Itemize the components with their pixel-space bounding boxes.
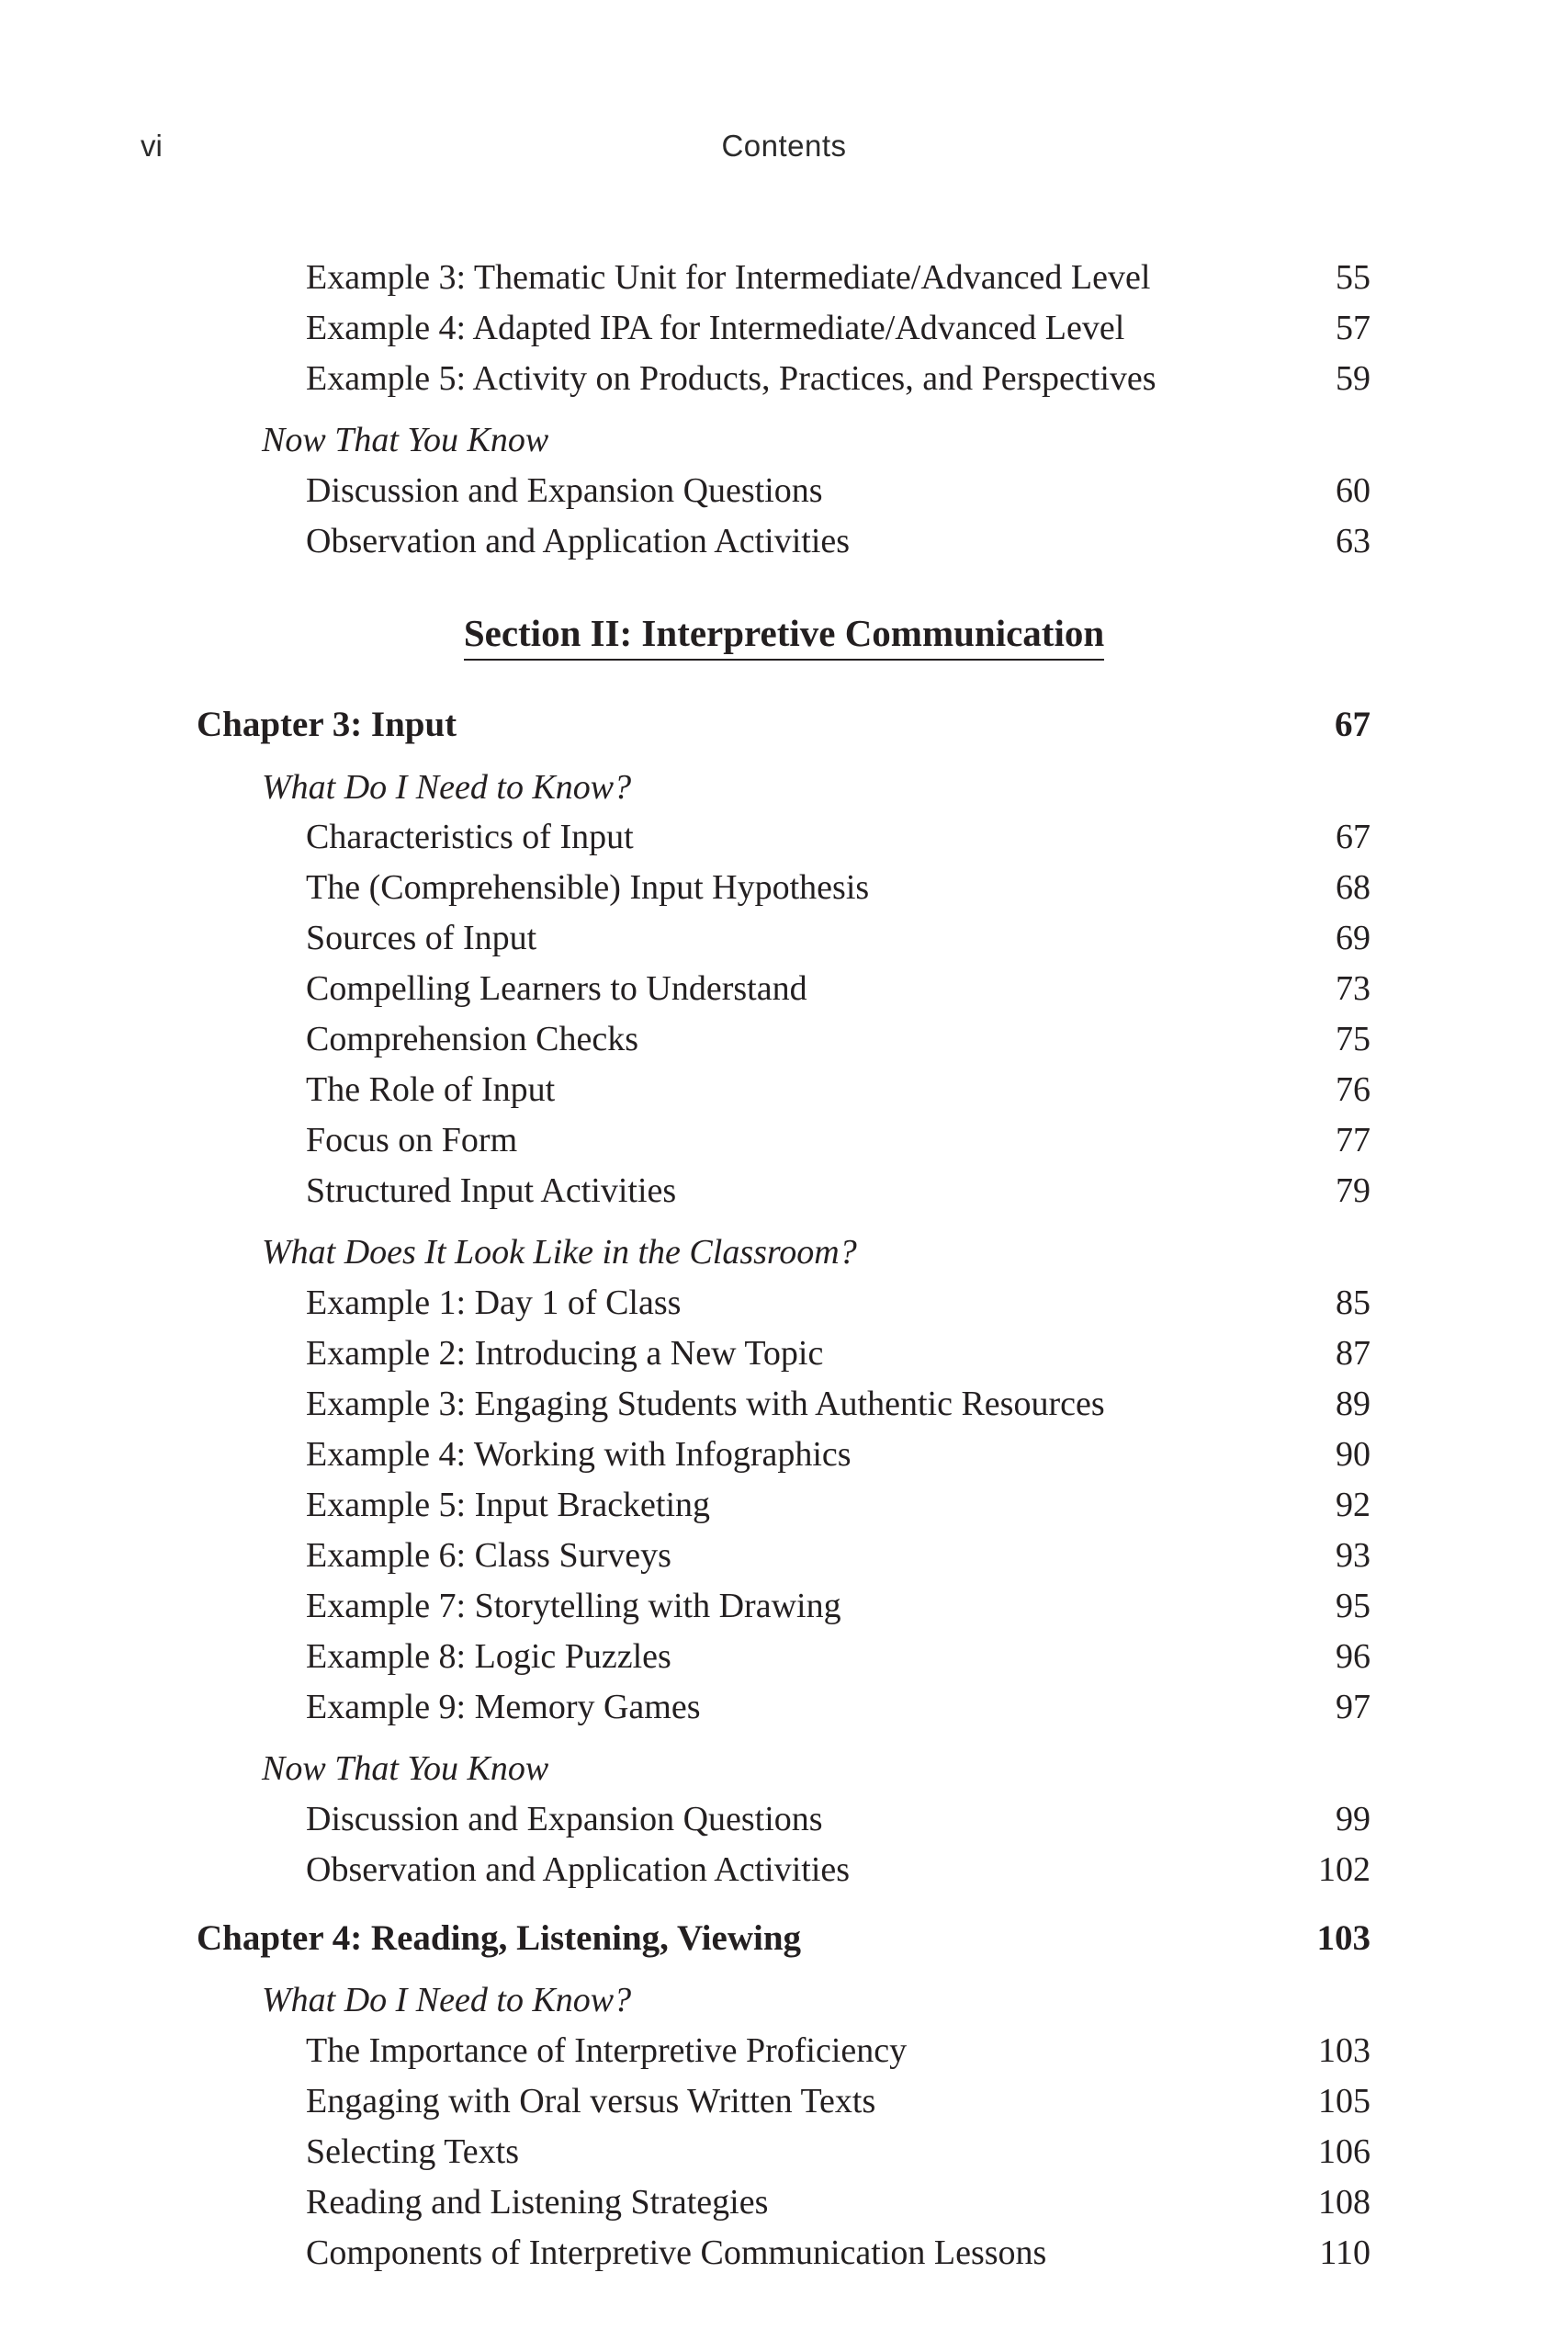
toc-entry[interactable] — [306, 1532, 1371, 1578]
toc-entry-page: 76 — [1336, 1070, 1371, 1109]
toc-entry[interactable] — [306, 814, 1371, 860]
toc-entry-page: 89 — [1336, 1385, 1371, 1423]
toc-entry-label: Example 5: Input Bracketing — [306, 1486, 711, 1524]
toc-entry-page: 103 — [1318, 2031, 1371, 2070]
toc-entry-label: Discussion and Expansion Questions — [306, 1800, 823, 1838]
page-number: vi — [141, 129, 163, 163]
toc-entry-page: 85 — [1336, 1283, 1371, 1322]
toc-entry[interactable] — [306, 2028, 1371, 2074]
toc-subheading — [262, 1746, 1371, 1792]
toc-subheading — [262, 417, 1371, 463]
toc-entry-label: Example 6: Class Surveys — [306, 1536, 671, 1575]
toc-entry-label: Engaging with Oral versus Written Texts — [306, 2082, 876, 2120]
toc-subheading — [262, 1229, 1371, 1275]
toc-subheading — [262, 1977, 1371, 2023]
toc-entry-page: 55 — [1336, 258, 1371, 297]
toc-entry-page: 79 — [1336, 1171, 1371, 1210]
toc-entry-page: 99 — [1336, 1800, 1371, 1838]
toc-entry[interactable] — [306, 1847, 1371, 1893]
toc-entry-label: Focus on Form — [306, 1121, 518, 1159]
toc-entry[interactable] — [306, 2179, 1371, 2225]
toc-entry[interactable] — [306, 1330, 1371, 1376]
toc-subheading-label: Now That You Know — [262, 421, 549, 459]
toc-entry[interactable] — [306, 2078, 1371, 2124]
toc-entry[interactable] — [306, 1168, 1371, 1214]
toc-entry-page: 68 — [1336, 868, 1371, 907]
toc-entry-page: 75 — [1336, 1020, 1371, 1058]
toc-entry-page: 105 — [1318, 2082, 1371, 2120]
toc-entry-page: 69 — [1336, 919, 1371, 957]
toc-entry-label: Example 2: Introducing a New Topic — [306, 1334, 824, 1373]
toc-entry-label: Example 7: Storytelling with Drawing — [306, 1587, 841, 1625]
toc-entry-page: 77 — [1336, 1121, 1371, 1159]
toc-chapter[interactable] — [197, 1916, 1371, 1962]
toc-entry[interactable] — [306, 356, 1371, 401]
section-title — [0, 610, 1568, 661]
toc-entry-page: 108 — [1318, 2183, 1371, 2222]
toc-entry[interactable] — [306, 1684, 1371, 1730]
toc-subheading-label: Now That You Know — [262, 1749, 549, 1788]
toc-entry-page: 67 — [1336, 818, 1371, 856]
toc-entry[interactable] — [306, 254, 1371, 300]
toc-entry[interactable] — [306, 1634, 1371, 1679]
toc-entry-page: 93 — [1336, 1536, 1371, 1575]
toc-entry-label: Compelling Learners to Understand — [306, 969, 807, 1008]
toc-entry-label: Example 3: Engaging Students with Authentic Resources — [306, 1385, 1105, 1423]
toc-entry-label: Characteristics of Input — [306, 818, 634, 856]
toc-entry[interactable] — [306, 518, 1371, 564]
toc-subheading-label: What Does It Look Like in the Classroom? — [262, 1233, 857, 1272]
toc-entry-label: Example 3: Thematic Unit for Intermediate/Advanced Level — [306, 258, 1151, 297]
toc-entry-page: 90 — [1336, 1435, 1371, 1474]
toc-entry-page: 63 — [1336, 522, 1371, 560]
toc-entry-page: 97 — [1336, 1688, 1371, 1726]
toc-entry-label: Selecting Texts — [306, 2132, 519, 2171]
toc-chapter-title: Chapter 3: Input — [197, 705, 457, 744]
toc-entry-page: 92 — [1336, 1486, 1371, 1524]
toc-entry-page: 59 — [1336, 359, 1371, 398]
toc-entry-page: 73 — [1336, 969, 1371, 1008]
toc-entry[interactable] — [306, 1067, 1371, 1113]
toc-entry-page: 96 — [1336, 1637, 1371, 1676]
toc-entry[interactable] — [306, 1016, 1371, 1062]
toc-entry-label: Example 9: Memory Games — [306, 1688, 701, 1726]
running-head: Contents — [721, 129, 847, 163]
toc-entry-label: Example 4: Adapted IPA for Intermediate/Advanced Level — [306, 309, 1125, 347]
toc-entry-label: Structured Input Activities — [306, 1171, 677, 1210]
toc-entry-label: Example 4: Working with Infographics — [306, 1435, 852, 1474]
toc-entry-label: Example 1: Day 1 of Class — [306, 1283, 682, 1322]
toc-entry-label: Observation and Application Activities — [306, 522, 851, 560]
toc-entry-label: The Importance of Interpretive Proficiency — [306, 2031, 908, 2070]
section-title-text: Section II: Interpretive Communication — [464, 610, 1104, 661]
toc-entry-label: Reading and Listening Strategies — [306, 2183, 769, 2222]
toc-chapter-page: 103 — [1316, 1918, 1371, 1958]
toc-subheading — [262, 764, 1371, 810]
toc-entry-label: Comprehension Checks — [306, 1020, 639, 1058]
toc-entry-page: 57 — [1336, 309, 1371, 347]
toc-entry[interactable] — [306, 2230, 1371, 2276]
toc-entry-page: 106 — [1318, 2132, 1371, 2171]
toc-entry-page: 87 — [1336, 1334, 1371, 1373]
toc-entry[interactable] — [306, 1117, 1371, 1163]
toc-entry-label: Observation and Application Activities — [306, 1850, 851, 1889]
toc-entry-label: Components of Interpretive Communication Lessons — [306, 2233, 1047, 2272]
toc-subheading-label: What Do I Need to Know? — [262, 768, 632, 807]
toc-entry[interactable] — [306, 2129, 1371, 2175]
toc-chapter-page: 67 — [1335, 705, 1371, 744]
toc-entry[interactable] — [306, 865, 1371, 910]
toc-entry[interactable] — [306, 1431, 1371, 1477]
toc-entry-label: Discussion and Expansion Questions — [306, 471, 823, 510]
toc-entry[interactable] — [306, 1381, 1371, 1427]
toc-entry[interactable] — [306, 1583, 1371, 1629]
page-header — [0, 129, 1568, 169]
toc-entry[interactable] — [306, 1482, 1371, 1528]
toc-entry-label: Sources of Input — [306, 919, 537, 957]
toc-entry-page: 95 — [1336, 1587, 1371, 1625]
toc-entry-label: Example 8: Logic Puzzles — [306, 1637, 671, 1676]
toc-entry[interactable] — [306, 966, 1371, 1012]
toc-chapter-title: Chapter 4: Reading, Listening, Viewing — [197, 1918, 802, 1958]
toc-subheading-label: What Do I Need to Know? — [262, 1981, 632, 2019]
toc-entry[interactable] — [306, 468, 1371, 514]
toc-entry-label: The (Comprehensible) Input Hypothesis — [306, 868, 870, 907]
toc-entry-page: 110 — [1319, 2233, 1371, 2272]
toc-entry-label: Example 5: Activity on Products, Practices, and Perspectives — [306, 359, 1156, 398]
toc-entry-label: The Role of Input — [306, 1070, 556, 1109]
toc-entry-page: 60 — [1336, 471, 1371, 510]
toc-entry[interactable] — [306, 1280, 1371, 1326]
toc-entry[interactable] — [306, 915, 1371, 961]
toc-entry[interactable] — [306, 1796, 1371, 1842]
toc-entry[interactable] — [306, 305, 1371, 351]
toc-chapter[interactable] — [197, 702, 1371, 748]
toc-entry-page: 102 — [1318, 1850, 1371, 1889]
